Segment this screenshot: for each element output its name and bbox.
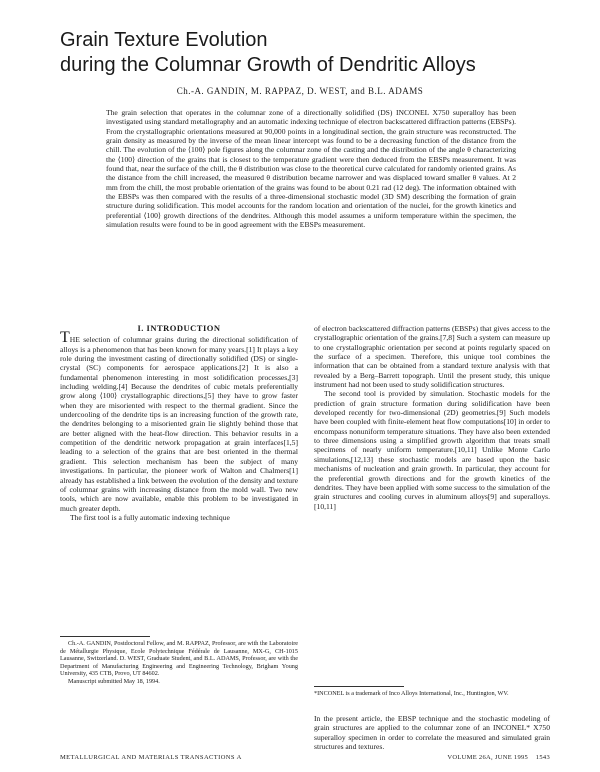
section-heading-introduction: I. INTRODUCTION — [137, 323, 221, 333]
title-line-1: Grain Texture Evolution — [60, 29, 268, 51]
right-column — [314, 324, 550, 511]
volume-info: VOLUME 26A, JUNE 1995 — [447, 754, 529, 761]
footnote-divider-left — [60, 636, 150, 637]
affiliation-text: Ch.-A. GANDIN, Postdoctoral Fellow, and M. RAPPAZ, Professor, are with the Laboratoire de Métallurgie Physique, Ecole Polytechnique Fédérale de Lausanne, MX-G, CH-1015 Lausanne, Switzerland. D. WEST, Graduate Student, and B.L. ADAMS, Professor, are with the Department of Manufacturing Engineering and Engineering Technology, Brigham Young University, 435 CTB, Provo, UT 84602. — [60, 640, 298, 678]
abstract: The grain selection that operates in the columnar zone of a directionally solidified (DS) INCONEL X750 superalloy has been investigated using standard metallography and an automatic indexing technique of electron backscattered diffraction patterns (EBSPs). From the crystallographic orientations measured at 90,000 points in a longitudinal section, the grain structure was reconstructed. The grain density as measured by the inverse of the mean linear intercept was found to be a decreasing function of the distance from the chill. The evolution of the ⟨100⟩ pole figures along the columnar zone of the casting and the distribution of the angle θ characterizing the ⟨100⟩ direction of the grains that is closest to the temperature gradient were then deduced from the EBSPs measurement. It was found that, near the surface of the chill, the θ distribution was close to the theoretical curve calculated for randomly oriented grains. As the distance from the chill increased, the measured θ distribution became narrower and was displaced toward smaller θ values. At 2 mm from the chill, the most probable orientation of the grains was found to be about 0.21 rad (12 deg). The information obtained with the EBSPs was then compared with the results of a three-dimensional stochastic model (3D SM) describing the formation of grain structure during solidification. This model accounts for the random location and orientation of the nuclei, for the growth kinetics and preferential ⟨100⟩ growth directions of the dendrites. Although this model assumes a uniform temperature within the specimen, the simulation results were found to be in good agreement with the EBSPs measurement. — [106, 108, 516, 230]
right-paragraph-1: of electron backscattered diffraction patterns (EBSPs) that gives access to the crystallographic orientation of the grains.[7,8] Such a system can measure up to one crystallographic orientation per second at points regularly spaced on the surface of a specimen. Therefore, this unique tool combines the information that can be obtained from a standard texture analysis with that revealed by a Berg–Barrett topograph. Until the present study, this unique instrument had not been used to study solidification structures. — [314, 324, 550, 390]
footnote-divider-right — [314, 686, 404, 687]
paper-title — [60, 28, 476, 78]
affiliation-footnote — [60, 640, 298, 686]
drop-cap: T — [60, 329, 70, 347]
author-list: Ch.-A. GANDIN, M. RAPPAZ, D. WEST, and B.L. ADAMS — [176, 86, 424, 96]
right-paragraph-3: In the present article, the EBSP technique and the stochastic modeling of grain structures are applied to the columnar zone of an INCONEL* X750 superalloy specimen in order to correlate the measured and simulated grain structures and textures. — [314, 714, 550, 752]
title-line-2: during the Columnar Growth of Dendritic Alloys — [60, 54, 476, 76]
journal-name: METALLURGICAL AND MATERIALS TRANSACTIONS A — [60, 754, 242, 761]
left-column — [60, 324, 298, 522]
intro-paragraph-2: The first tool is a fully automatic indexing technique — [70, 512, 230, 522]
right-paragraph-2: The second tool is provided by simulation. Stochastic models for the prediction of grain structure formation during solidification have been developed recently for two-dimensional (2D) geometries.[9] Such models have been coupled with finite-element heat flow computations[10] in order to encompass nonuniform temperature situations. They have also been extended to three dimensions using a simplified growth algorithm that treats small specimens of nearly uniform temperature.[10,11] Unlike Monte Carlo simulations,[12,13] these stochastic models are based upon the basic mechanisms of nucleation and grain growth. In particular, they account for the preferential growth directions and for the growth kinetics of the dendrites. They have been applied with some success to the simulation of the grain structures and cooling curves in aluminum alloys[9] and superalloys.[10,11] — [314, 389, 550, 511]
intro-paragraph-1-text: HE selection of columnar grains during the directional solidification of alloys is a phenomenon that has been known for many years.[1] It plays a key role during the investment casting of directionally solidified (DS) or single-crystal (SC) components for aerospace applications.[2] It is also a fundamental phenomenon interesting in most solidification processes,[3] including welding.[4] Because the dendrites of cubic metals preferentially grow along ⟨100⟩ crystallographic directions,[5] they have to grow faster when they are misoriented with respect to the thermal gradient. Since the undercooling of the dendrite tips is an increasing function of the growth rate, the dendrites belonging to a misoriented grain lie slightly behind those that are better aligned with the heat-flow direction. This behavior results in a competition of the dendritic network propagation at grain interfaces[1,5] leading to a selection of the grains that are best oriented in the thermal gradient. This selection mechanism has been the subject of many investigations. In particular, the pioneer work of Walton and Chalmers[1] already has established a link between the evolution of the density and texture of columnar grains with increasing distance from the mold wall. Two new tools, which are now available, enable this problem to be investigated in much greater depth. — [60, 335, 298, 513]
intro-paragraph-1 — [60, 329, 298, 513]
page-number: 1543 — [535, 754, 550, 761]
footer-volume-page — [390, 754, 550, 761]
trademark-footnote: *INCONEL is a trademark of Inco Alloys International, Inc., Huntington, WV. — [314, 690, 509, 697]
manuscript-date: Manuscript submitted May 18, 1994. — [68, 677, 160, 685]
